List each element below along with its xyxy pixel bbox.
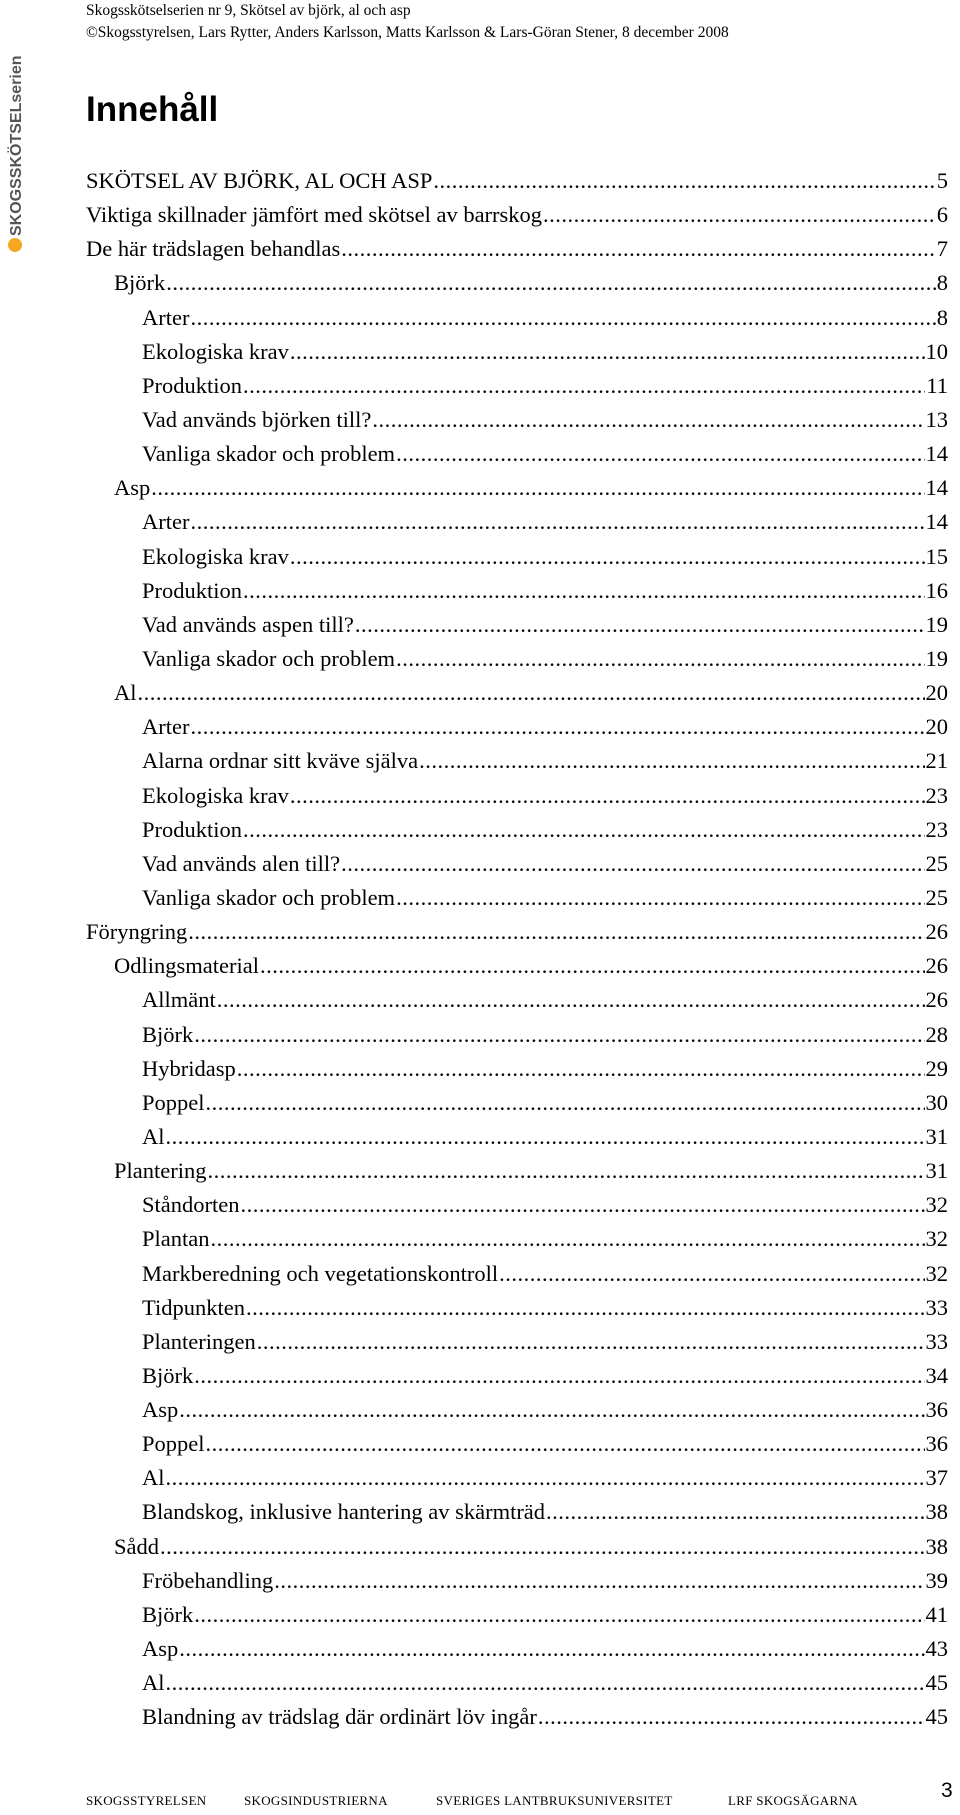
toc-entry-page: 26 — [925, 953, 948, 979]
page-title: Innehåll — [86, 90, 219, 129]
series-line: Skogsskötselserien nr 9, Skötsel av björk, al och asp — [86, 2, 411, 19]
toc-dot-leader — [166, 1666, 925, 1700]
toc-entry[interactable] — [86, 1086, 948, 1120]
footer-org: LRF SKOGSÄGARNA — [728, 1793, 858, 1808]
toc-entry-label: Vanliga skador och problem — [142, 645, 396, 671]
toc-dot-leader — [211, 1222, 925, 1256]
toc-dot-leader — [246, 1291, 925, 1325]
toc-entry-label: Produktion — [142, 372, 243, 398]
toc-dot-leader — [543, 198, 936, 232]
table-of-contents — [86, 164, 948, 1734]
toc-entry[interactable] — [86, 1427, 948, 1461]
toc-entry-page: 26 — [925, 987, 948, 1013]
toc-entry[interactable] — [86, 369, 948, 403]
toc-entry-page: 10 — [925, 338, 948, 364]
toc-entry[interactable] — [86, 471, 948, 505]
toc-dot-leader — [396, 437, 924, 471]
footer-org: SKOGSSTYRELSEN — [86, 1793, 207, 1808]
toc-entry-page: 34 — [925, 1362, 948, 1388]
toc-entry[interactable] — [86, 1154, 948, 1188]
toc-dot-leader — [194, 1359, 924, 1393]
toc-dot-leader — [433, 164, 935, 198]
toc-entry-page: 41 — [925, 1601, 948, 1627]
toc-dot-leader — [419, 744, 924, 778]
toc-dot-leader — [194, 1018, 924, 1052]
toc-entry[interactable] — [86, 1359, 948, 1393]
toc-entry[interactable] — [86, 676, 948, 710]
toc-entry-page: 20 — [925, 714, 948, 740]
toc-entry[interactable] — [86, 301, 948, 335]
toc-entry-page: 33 — [925, 1328, 948, 1354]
toc-entry[interactable] — [86, 915, 948, 949]
toc-entry[interactable] — [86, 1393, 948, 1427]
toc-entry[interactable] — [86, 608, 948, 642]
toc-entry-label: Ståndorten — [142, 1192, 240, 1218]
toc-entry[interactable] — [86, 1120, 948, 1154]
toc-entry-label: Björk — [142, 1021, 194, 1047]
toc-entry[interactable] — [86, 1325, 948, 1359]
toc-entry-label: Asp — [114, 475, 151, 501]
toc-dot-leader — [166, 1461, 925, 1495]
toc-entry[interactable] — [86, 1495, 948, 1529]
toc-dot-leader — [243, 574, 924, 608]
toc-entry-page: 37 — [925, 1465, 948, 1491]
copyright-line: ©Skogsstyrelsen, Lars Rytter, Anders Karlsson, Matts Karlsson & Lars-Göran Stener, 8 december 2008 — [86, 24, 729, 41]
toc-dot-leader — [290, 779, 925, 813]
toc-entry[interactable] — [86, 1461, 948, 1495]
toc-entry-label: Plantan — [142, 1226, 210, 1252]
toc-entry-page: 5 — [936, 168, 948, 193]
toc-entry-page: 32 — [925, 1192, 948, 1218]
toc-entry-page: 38 — [925, 1533, 948, 1559]
toc-dot-leader — [194, 1598, 924, 1632]
toc-entry-page: 29 — [925, 1055, 948, 1081]
toc-entry-label: Al — [142, 1123, 165, 1149]
toc-entry-page: 38 — [925, 1499, 948, 1525]
toc-entry-label: Hybridasp — [142, 1055, 236, 1081]
toc-entry[interactable] — [86, 1188, 948, 1222]
toc-entry-label: Poppel — [142, 1431, 205, 1457]
toc-dot-leader — [151, 471, 924, 505]
toc-dot-leader — [179, 1393, 924, 1427]
toc-dot-leader — [206, 1427, 925, 1461]
toc-entry[interactable] — [86, 1700, 948, 1734]
toc-entry-page: 19 — [925, 611, 948, 637]
toc-entry-label: Viktiga skillnader jämfört med skötsel av barrskog — [86, 202, 543, 228]
toc-entry[interactable] — [86, 574, 948, 608]
toc-entry-label: Vad används alen till? — [142, 850, 341, 876]
toc-entry-label: Markberedning och vegetationskontroll — [142, 1260, 499, 1286]
toc-entry-label: Ekologiska krav — [142, 782, 289, 808]
toc-entry[interactable] — [86, 1018, 948, 1052]
toc-dot-leader — [260, 949, 925, 983]
toc-dot-leader — [341, 847, 924, 881]
toc-entry[interactable] — [86, 1291, 948, 1325]
toc-entry-label: Vad används aspen till? — [142, 611, 354, 637]
toc-entry[interactable] — [86, 1666, 948, 1700]
toc-entry-label: Tidpunkten — [142, 1294, 245, 1320]
toc-entry-page: 15 — [925, 543, 948, 569]
toc-entry[interactable] — [86, 847, 948, 881]
toc-entry-page: 20 — [925, 680, 948, 706]
toc-entry-label: Produktion — [142, 816, 243, 842]
toc-entry-label: Föryngring — [86, 919, 188, 945]
toc-entry-label: Produktion — [142, 577, 243, 603]
toc-entry[interactable] — [86, 164, 948, 198]
toc-entry-label: Björk — [142, 1362, 194, 1388]
svg-text:SKOGSSKÖTSELserien: SKOGSSKÖTSELserien — [8, 55, 25, 236]
toc-entry-label: Sådd — [114, 1533, 159, 1559]
toc-entry-label: Plantering — [114, 1158, 207, 1184]
toc-entry-label: Arter — [142, 509, 190, 535]
toc-dot-leader — [538, 1700, 925, 1734]
toc-entry-label: Fröbehandling — [142, 1567, 274, 1593]
toc-dot-leader — [179, 1632, 924, 1666]
toc-dot-leader — [160, 1530, 925, 1564]
toc-dot-leader — [546, 1495, 924, 1529]
toc-entry-label: Vanliga skador och problem — [142, 884, 396, 910]
toc-entry-label: Asp — [142, 1636, 179, 1662]
toc-entry[interactable] — [86, 1222, 948, 1256]
page-header — [86, 0, 729, 44]
footer-org: SVERIGES LANTBRUKSUNIVERSITET — [436, 1793, 673, 1808]
toc-entry-label: Björk — [142, 1601, 194, 1627]
toc-entry-page: 16 — [925, 577, 948, 603]
toc-dot-leader — [206, 1086, 925, 1120]
toc-entry[interactable] — [86, 710, 948, 744]
toc-entry-page: 31 — [925, 1158, 948, 1184]
toc-entry[interactable] — [86, 642, 948, 676]
toc-dot-leader — [396, 881, 924, 915]
toc-entry-page: 14 — [925, 509, 948, 535]
toc-entry-page: 25 — [925, 850, 948, 876]
toc-entry-page: 45 — [925, 1670, 948, 1696]
toc-entry-page: 45 — [925, 1704, 948, 1730]
toc-dot-leader — [190, 301, 935, 335]
toc-entry-label: Allmänt — [142, 987, 216, 1013]
toc-entry-page: 32 — [925, 1226, 948, 1252]
brand-logo — [2, 38, 28, 258]
toc-entry-page: 36 — [925, 1431, 948, 1457]
toc-entry-page: 19 — [925, 645, 948, 671]
toc-entry-page: 8 — [936, 270, 948, 296]
toc-entry[interactable] — [86, 779, 948, 813]
toc-entry-label: Björk — [114, 270, 166, 296]
toc-entry[interactable] — [86, 198, 948, 232]
toc-entry-page: 28 — [925, 1021, 948, 1047]
toc-entry-page: 30 — [925, 1089, 948, 1115]
toc-entry-page: 32 — [925, 1260, 948, 1286]
footer-org: SKOGSINDUSTRIERNA — [244, 1793, 388, 1808]
toc-entry[interactable] — [86, 813, 948, 847]
toc-entry-label: Al — [142, 1670, 165, 1696]
toc-entry-label: Blandning av trädslag där ordinärt löv ingår — [142, 1704, 537, 1730]
toc-dot-leader — [355, 608, 925, 642]
toc-entry[interactable] — [86, 1530, 948, 1564]
toc-dot-leader — [138, 676, 925, 710]
toc-dot-leader — [257, 1325, 925, 1359]
toc-entry-label: De här trädslagen behandlas — [86, 236, 341, 262]
toc-entry-label: Ekologiska krav — [142, 338, 289, 364]
toc-entry[interactable] — [86, 266, 948, 300]
toc-entry-page: 6 — [936, 202, 948, 228]
toc-dot-leader — [372, 403, 924, 437]
toc-entry-label: Blandskog, inklusive hantering av skärmträd — [142, 1499, 546, 1525]
toc-entry[interactable] — [86, 744, 948, 778]
toc-entry-page: 8 — [936, 304, 948, 330]
toc-dot-leader — [190, 505, 924, 539]
toc-entry[interactable] — [86, 1257, 948, 1291]
toc-entry-page: 33 — [925, 1294, 948, 1320]
toc-entry[interactable] — [86, 335, 948, 369]
toc-entry-page: 7 — [936, 236, 948, 262]
toc-entry[interactable] — [86, 881, 948, 915]
toc-entry-label: Poppel — [142, 1089, 205, 1115]
toc-entry-label: Odlingsmaterial — [114, 953, 259, 979]
toc-entry-label: Al — [142, 1465, 165, 1491]
toc-entry-page: 26 — [925, 919, 948, 945]
toc-entry-label: Planteringen — [142, 1328, 256, 1354]
toc-dot-leader — [166, 266, 935, 300]
toc-dot-leader — [237, 1052, 925, 1086]
toc-dot-leader — [341, 232, 935, 266]
toc-entry-page: 25 — [925, 884, 948, 910]
toc-entry-label: Arter — [142, 714, 190, 740]
toc-dot-leader — [499, 1257, 924, 1291]
toc-dot-leader — [290, 540, 925, 574]
toc-dot-leader — [396, 642, 924, 676]
toc-entry[interactable] — [86, 403, 948, 437]
toc-entry-page: 36 — [925, 1397, 948, 1423]
toc-entry-label: Alarna ordnar sitt kväve själva — [142, 748, 419, 774]
toc-entry-page: 43 — [925, 1636, 948, 1662]
toc-entry-label: Arter — [142, 304, 190, 330]
toc-entry-page: 21 — [925, 748, 948, 774]
toc-dot-leader — [243, 369, 925, 403]
toc-dot-leader — [290, 335, 925, 369]
toc-entry[interactable] — [86, 949, 948, 983]
toc-dot-leader — [240, 1188, 924, 1222]
toc-entry[interactable] — [86, 1052, 948, 1086]
toc-entry-page: 14 — [925, 441, 948, 467]
toc-dot-leader — [243, 813, 924, 847]
toc-entry[interactable] — [86, 1564, 948, 1598]
toc-dot-leader — [190, 710, 924, 744]
toc-entry[interactable] — [86, 232, 948, 266]
toc-entry-page: 23 — [925, 816, 948, 842]
toc-entry-page: 13 — [925, 406, 948, 432]
toc-entry[interactable] — [86, 983, 948, 1017]
toc-entry[interactable] — [86, 505, 948, 539]
toc-entry[interactable] — [86, 437, 948, 471]
toc-entry[interactable] — [86, 540, 948, 574]
toc-entry[interactable] — [86, 1598, 948, 1632]
toc-dot-leader — [217, 983, 925, 1017]
toc-entry-label: Asp — [142, 1397, 179, 1423]
toc-entry[interactable] — [86, 1632, 948, 1666]
toc-dot-leader — [207, 1154, 924, 1188]
toc-entry-label: Vad används björken till? — [142, 406, 372, 432]
toc-entry-page: 14 — [925, 475, 948, 501]
toc-entry-page: 39 — [925, 1567, 948, 1593]
toc-dot-leader — [166, 1120, 925, 1154]
toc-dot-leader — [274, 1564, 924, 1598]
toc-entry-label: Al — [114, 680, 137, 706]
toc-entry-label: Vanliga skador och problem — [142, 441, 396, 467]
page-number: 3 — [941, 1779, 953, 1802]
toc-entry-label: SKÖTSEL AV BJÖRK, AL OCH ASP — [86, 168, 433, 193]
toc-dot-leader — [188, 915, 924, 949]
toc-entry-page: 11 — [926, 372, 948, 398]
toc-entry-page: 23 — [925, 782, 948, 808]
toc-entry-label: Ekologiska krav — [142, 543, 289, 569]
toc-entry-page: 31 — [925, 1123, 948, 1149]
